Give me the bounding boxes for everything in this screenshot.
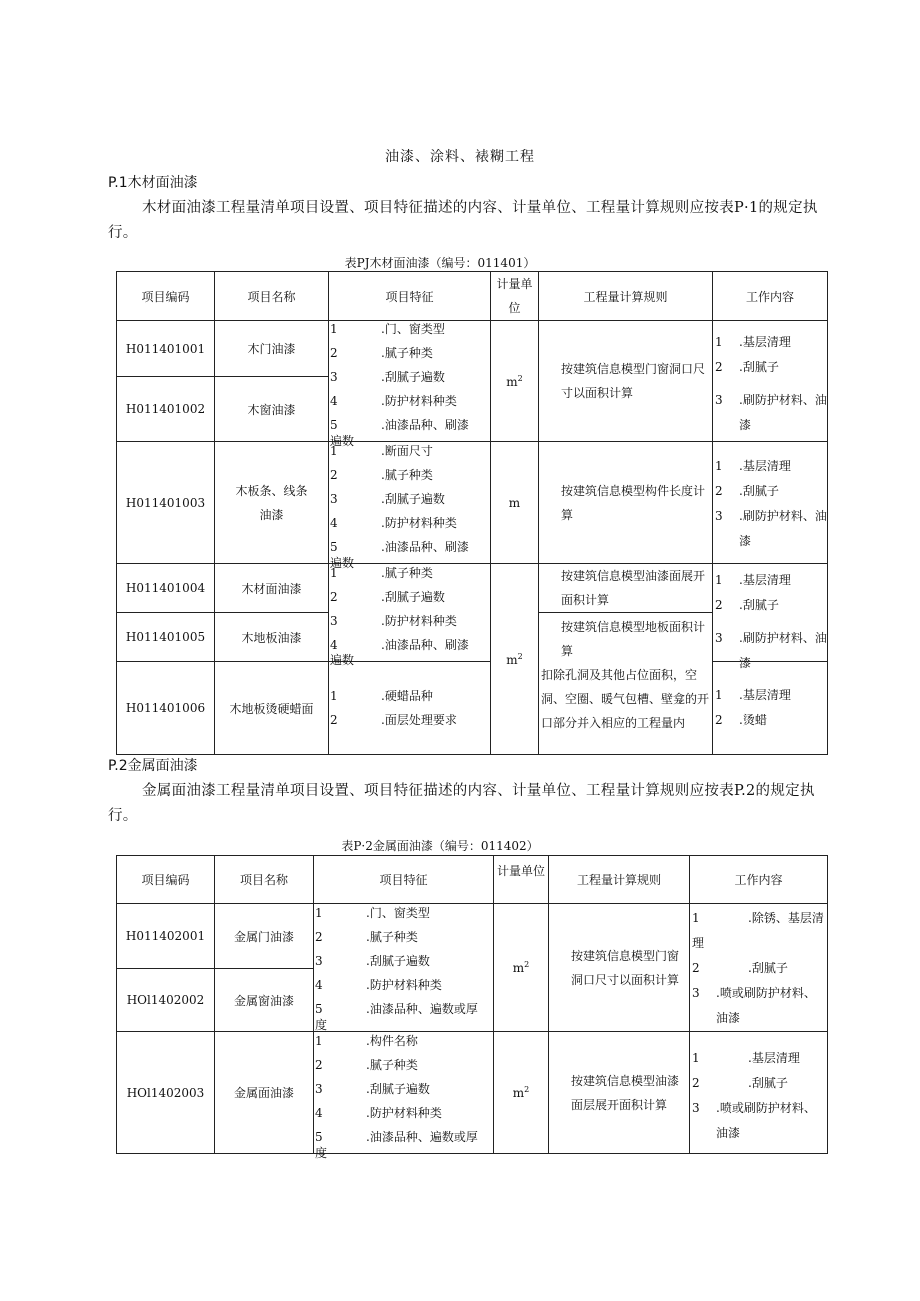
section-heading-p1: P.1木材面油漆 (108, 175, 198, 191)
work-num: 1 (715, 573, 723, 587)
work-text: .刷防护材料、油 (739, 631, 827, 645)
feature-cell (329, 662, 491, 755)
work-text: 理 (692, 936, 705, 950)
header-features: 项目特征 (329, 272, 491, 321)
unit-cell (491, 564, 539, 755)
work-text: .基层清理 (739, 335, 791, 349)
unit-text: m (512, 1086, 525, 1100)
rule-cell (549, 904, 690, 1032)
feature-num: 1 (315, 1034, 323, 1048)
section-heading-p2: P.2金属面油漆 (108, 758, 198, 774)
unit-sup: 2 (524, 1085, 530, 1094)
work-num: 1 (692, 911, 700, 925)
item-name: 木材面油漆 (215, 564, 329, 613)
feature-text: 遍数 (330, 653, 355, 667)
work-text: 油漆 (716, 1011, 741, 1025)
feature-num: 4 (330, 394, 338, 408)
item-code: H011401005 (117, 613, 215, 662)
header-rules: 工程量计算规则 (549, 856, 690, 904)
feature-cell (314, 904, 494, 1032)
work-cell (690, 904, 828, 1032)
work-num: 3 (715, 631, 723, 645)
feature-text: .油漆品种、刷漆 (381, 638, 469, 652)
table-p2 (116, 855, 828, 1160)
work-text: 漆 (739, 656, 752, 670)
feature-text: .断面尺寸 (381, 444, 433, 458)
item-code: H011401001 (117, 321, 215, 377)
work-num: 3 (715, 509, 723, 523)
table-row (117, 1032, 828, 1154)
feature-num: 5 (315, 1130, 323, 1144)
work-num: 2 (692, 961, 700, 975)
work-cell (713, 564, 828, 670)
rule-cell (549, 1032, 690, 1154)
feature-text: 遍数 (330, 556, 355, 570)
feature-num: 2 (330, 346, 338, 360)
table-caption-p2: 表P·2金属面油漆（编号：011402） (341, 839, 539, 853)
feature-text: .刮腻子遍数 (366, 1082, 430, 1096)
item-name: 木门油漆 (215, 321, 329, 377)
table-caption-p1: 表PJ木材面油漆（编号：011401） (344, 256, 536, 270)
feature-text: 度 (315, 1018, 328, 1032)
work-text: .刮腻子 (739, 598, 779, 612)
feature-text: .刮腻子遍数 (381, 492, 445, 506)
work-num: 3 (692, 986, 700, 1000)
unit-text: m (512, 961, 525, 975)
feature-text: .腻子种类 (366, 930, 418, 944)
work-num: 1 (715, 688, 723, 702)
feature-num: 3 (330, 370, 338, 384)
table-row (117, 321, 828, 377)
work-text: .刮腻子 (748, 961, 788, 975)
work-cell (690, 1032, 828, 1154)
rule-text: 按建筑信息模型构件长度计算 (561, 483, 706, 522)
unit-text: m (506, 374, 518, 389)
feature-text: .刮腻子遍数 (366, 954, 430, 968)
feature-num: 1 (330, 444, 338, 458)
feature-cell (329, 442, 491, 570)
work-text: .基层清理 (739, 688, 791, 702)
feature-num: 3 (315, 1082, 323, 1096)
feature-text: .腻子种类 (381, 566, 433, 580)
work-cell (713, 442, 828, 564)
work-text: .喷或刷防护材料、 (716, 1101, 816, 1115)
unit-sup: 2 (517, 651, 523, 661)
unit-text: m (506, 652, 518, 667)
header-name: 项目名称 (215, 272, 329, 321)
work-num: 1 (692, 1051, 700, 1065)
feature-num: 3 (315, 954, 323, 968)
feature-text: .构件名称 (366, 1034, 418, 1048)
work-num: 2 (715, 713, 723, 727)
work-text: .除锈、基层清 (748, 911, 824, 925)
feature-text: .防护材料种类 (366, 978, 442, 992)
work-text: .喷或刷防护材料、 (716, 986, 816, 1000)
rule-text: 按建筑信息模型门窗洞口尺寸以面积计算 (571, 948, 680, 987)
feature-num: 1 (330, 322, 338, 336)
feature-num: 4 (330, 516, 338, 530)
feature-num: 2 (315, 930, 323, 944)
table-header-row (117, 272, 828, 321)
rule-cell (539, 613, 713, 755)
feature-num: 2 (315, 1058, 323, 1072)
feature-cell (314, 1032, 494, 1160)
header-rules: 工程量计算规则 (539, 272, 713, 321)
header-code: 项目编码 (117, 272, 215, 321)
feature-num: 4 (315, 978, 323, 992)
work-text: .基层清理 (739, 459, 791, 473)
work-text: 漆 (739, 418, 752, 432)
unit-sup: 2 (517, 373, 523, 383)
feature-text: .面层处理要求 (381, 713, 457, 727)
item-code: H011402001 (117, 904, 215, 969)
feature-num: 2 (330, 468, 338, 482)
item-code: HOl1402003 (117, 1032, 215, 1154)
table-row (117, 662, 828, 755)
table-row (117, 442, 828, 564)
unit-cell (491, 321, 539, 442)
feature-num: 4 (315, 1106, 323, 1120)
work-num: 2 (715, 360, 723, 374)
rule-cell (539, 564, 713, 613)
feature-text: .防护材料种类 (381, 394, 457, 408)
item-code: H011401006 (117, 662, 215, 755)
header-unit: 计量单位 (494, 856, 549, 904)
table-row (117, 904, 828, 969)
item-name: 木地板烫硬蜡面 (215, 662, 329, 755)
work-num: 1 (715, 459, 723, 473)
work-text: .刮腻子 (748, 1076, 788, 1090)
feature-num: 5 (330, 540, 338, 554)
item-name: 金属窗油漆 (215, 969, 314, 1032)
feature-num: 1 (330, 566, 338, 580)
header-work: 工作内容 (713, 272, 828, 321)
work-text: .基层清理 (748, 1051, 800, 1065)
rule-text: 按建筑信息模型油漆面层展开面积计算 (571, 1073, 680, 1112)
header-features: 项目特征 (314, 856, 494, 904)
unit-text: m (508, 495, 521, 510)
work-num: 1 (715, 335, 723, 349)
work-cell (713, 662, 828, 755)
feature-text: 度 (315, 1146, 328, 1160)
rule-cell (539, 442, 713, 564)
feature-num: 1 (330, 689, 338, 703)
feature-text: 遍数 (330, 434, 355, 448)
feature-num: 5 (330, 418, 338, 432)
work-text: 油漆 (716, 1126, 741, 1140)
feature-text: .腻子种类 (381, 346, 433, 360)
rule-cell (539, 321, 713, 442)
table-row (117, 564, 828, 613)
feature-text: .门、窗类型 (366, 906, 430, 920)
page-title: 油漆、涂料、裱糊工程 (385, 149, 535, 165)
work-text: .烫蜡 (739, 713, 767, 727)
feature-num: 3 (330, 492, 338, 506)
work-cell (713, 321, 828, 442)
work-num: 3 (692, 1101, 700, 1115)
feature-text: .门、窗类型 (381, 322, 445, 336)
work-num: 2 (715, 598, 723, 612)
feature-text: .油漆品种、刷漆 (381, 418, 469, 432)
feature-cell (329, 564, 491, 667)
feature-text: .防护材料种类 (366, 1106, 442, 1120)
feature-text: .腻子种类 (366, 1058, 418, 1072)
feature-text: .油漆品种、遍数或厚 (366, 1130, 478, 1144)
item-name: 金属门油漆 (215, 904, 314, 969)
header-unit: 计量单位 (491, 272, 539, 321)
feature-num: 2 (330, 590, 338, 604)
unit-cell (491, 442, 539, 564)
work-text: .刮腻子 (739, 484, 779, 498)
item-name: 木板条、线条油漆 (215, 442, 329, 564)
feature-num: 1 (315, 906, 323, 920)
header-name: 项目名称 (215, 856, 314, 904)
work-num: 2 (715, 484, 723, 498)
item-code: HOl1402002 (117, 969, 215, 1032)
unit-cell (494, 904, 549, 1032)
table-header-row (117, 856, 828, 904)
item-code: H011401004 (117, 564, 215, 613)
work-num: 2 (692, 1076, 700, 1090)
rule-text: 按建筑信息模型地板面积计算 (561, 620, 706, 658)
feature-text: .防护材料种类 (381, 516, 457, 530)
feature-text: .硬蜡品种 (381, 689, 433, 703)
unit-sup: 2 (524, 960, 530, 969)
header-code: 项目编码 (117, 856, 215, 904)
section-paragraph-p2: 金属面油漆工程量清单项目设置、项目特征描述的内容、计量单位、工程量计算规则应按表P.2的规定执行。 (108, 783, 815, 824)
work-text: .刷防护材料、油 (739, 393, 827, 407)
work-text: .基层清理 (739, 573, 791, 587)
item-name: 木窗油漆 (215, 377, 329, 442)
rule-text: 按建筑信息模型门窗洞口尺寸以面积计算 (561, 362, 706, 400)
feature-num: 4 (330, 638, 338, 652)
feature-text: .刮腻子遍数 (381, 370, 445, 384)
work-text: .刮腻子 (739, 360, 779, 374)
unit-cell (494, 1032, 549, 1154)
header-work: 工作内容 (690, 856, 828, 904)
rule-text: 按建筑信息模型油漆面展开面积计算 (561, 569, 706, 607)
item-code: H011401003 (117, 442, 215, 564)
work-num: 3 (715, 393, 723, 407)
feature-text: .油漆品种、刷漆 (381, 540, 469, 554)
work-text: .刷防护材料、油 (739, 509, 827, 523)
work-text: 漆 (739, 534, 752, 548)
feature-text: .防护材料种类 (381, 614, 457, 628)
table-p1 (116, 271, 828, 755)
feature-text: .油漆品种、遍数或厚 (366, 1002, 478, 1016)
feature-text: .刮腻子遍数 (381, 590, 445, 604)
item-code: H011401002 (117, 377, 215, 442)
feature-num: 2 (330, 713, 338, 727)
feature-text: .腻子种类 (381, 468, 433, 482)
item-name: 木地板油漆 (215, 613, 329, 662)
item-name: 金属面油漆 (215, 1032, 314, 1154)
section-paragraph-p1: 木材面油漆工程量清单项目设置、项目特征描述的内容、计量单位、工程量计算规则应按表P·1的规定执行。 (108, 200, 818, 241)
feature-num: 5 (315, 1002, 323, 1016)
rule-text: 扣除孔洞及其他占位面积，空洞、空圈、暖气包槽、壁龛的开口部分并入相应的工程量内 (541, 668, 710, 730)
feature-num: 3 (330, 614, 338, 628)
feature-cell (329, 321, 491, 448)
